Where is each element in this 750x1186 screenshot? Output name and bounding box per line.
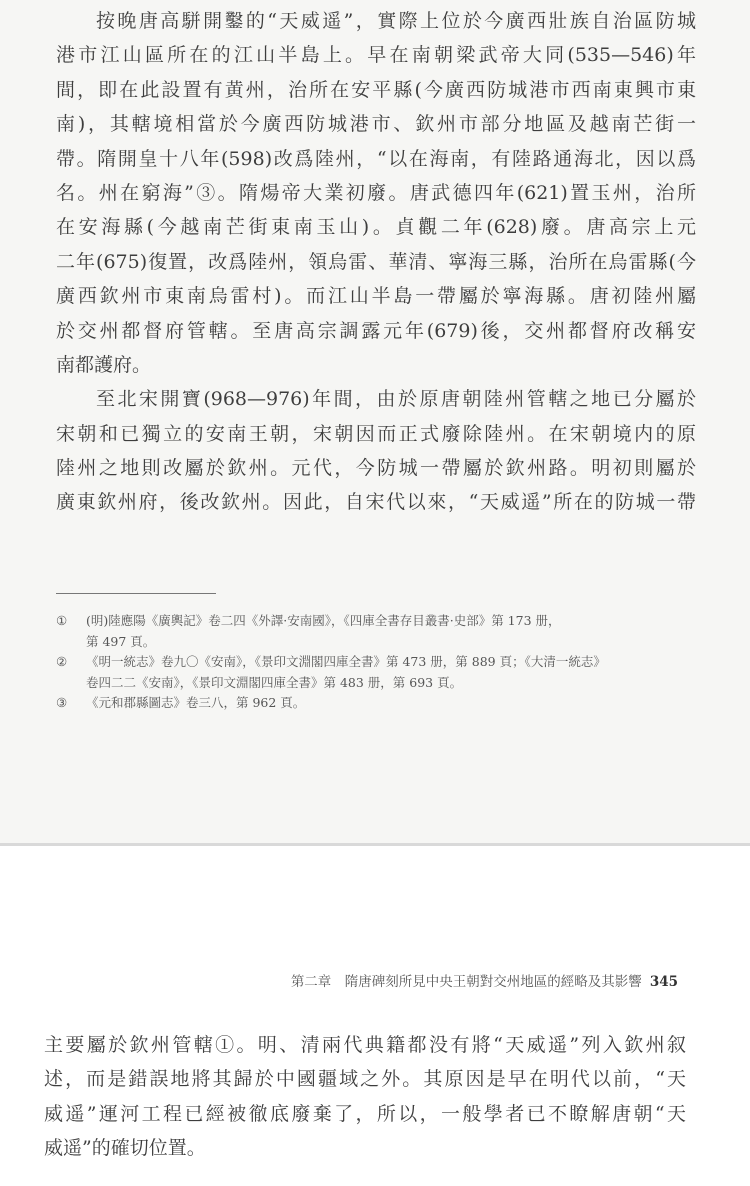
footnote-3 (56, 693, 696, 714)
text-line: 帶。隋開皇十八年(598)改爲陸州，“以在海南，有陸路通海北，因以爲 (56, 147, 696, 170)
paragraph-3 (44, 1028, 686, 1166)
paragraph-1 (56, 4, 696, 382)
text-line: 南)，其轄境相當於今廣西防城港市、欽州市部分地區及越南芒街一 (56, 113, 696, 136)
footnote-line: 卷四二二《安南》，《景印文淵閣四庫全書》第 483 册，第 693 頁。 (86, 674, 463, 690)
text-line: 至北宋開寶(968—976)年間，由於原唐朝陸州管轄之地已分屬於 (96, 388, 696, 411)
text-line: 威遥”的確切位置。 (44, 1137, 206, 1160)
footnote-2 (56, 652, 696, 693)
text-line: 於交州都督府管轄。至唐高宗調露元年(679)後，交州都督府改稱安 (56, 319, 696, 342)
text-line: 港市江山區所在的江山半島上。早在南朝梁武帝大同(535—546)年 (56, 44, 696, 67)
footnote-mark: ② (56, 654, 68, 669)
footnote-1 (56, 611, 696, 652)
text-line: 威遥”運河工程已經被徹底廢棄了，所以，一般學者已不瞭解唐朝“天 (44, 1102, 686, 1125)
body-text (56, 4, 696, 520)
footnote-line: 《元和郡縣圖志》卷三八，第 962 頁。 (86, 695, 306, 710)
footnote-separator (56, 593, 216, 594)
text-line: 二年(675)復置，改爲陸州，領烏雷、華清、寧海三縣，治所在烏雷縣(今 (56, 250, 696, 273)
page-number: 345 (649, 974, 678, 990)
footnote-line: 《明一統志》卷九〇《安南》，《景印文淵閣四庫全書》第 473 册，第 889 頁；《大清一統志》 (86, 654, 606, 669)
text-line: 述，而是錯誤地將其歸於中國疆域之外。其原因是早在明代以前，“天 (44, 1068, 686, 1091)
text-line: 按晚唐高駢開鑿的“天威遥”，實際上位於今廣西壯族自治區防城 (96, 10, 696, 32)
page-345 (0, 846, 750, 1186)
footnote-mark: ③ (56, 695, 68, 710)
text-line: 陸州之地則改屬於欽州。元代，今防城一帶屬於欽州路。明初則屬於 (56, 457, 696, 480)
chapter-title: 第二章 隋唐碑刻所見中央王朝對交州地區的經略及其影響 (290, 974, 642, 990)
text-line: 間，即在此設置有黄州，治所在安平縣(今廣西防城港市西南東興市東 (56, 78, 696, 101)
footnotes (56, 611, 696, 714)
text-line: 在安海縣(今越南芒街東南玉山)。貞觀二年(628)廢。唐高宗上元 (56, 216, 696, 239)
footnote-line: (明)陸應陽《廣輿記》卷二四《外譯·安南國》，《四庫全書存目叢書·史部》第 173 册， (86, 613, 561, 628)
text-line: 廣東欽州府，後改欽州。因此，自宋代以來，“天威遥”所在的防城一帶 (56, 491, 696, 514)
text-line: 南都護府。 (56, 353, 152, 376)
footnote-mark: ① (56, 613, 68, 628)
paragraph-2 (56, 382, 696, 520)
running-head (291, 970, 678, 990)
footnote-line: 第 497 頁。 (86, 633, 156, 649)
text-line: 宋朝和已獨立的安南王朝，宋朝因而正式廢除陸州。在宋朝境内的原 (56, 422, 696, 445)
text-line: 主要屬於欽州管轄①。明、清兩代典籍都没有將“天威遥”列入欽州叙 (44, 1034, 686, 1056)
text-line: 廣西欽州市東南烏雷村)。而江山半島一帶屬於寧海縣。唐初陸州屬 (56, 285, 696, 308)
text-line: 名。州在窮海”③。隋煬帝大業初廢。唐武德四年(621)置玉州，治所 (56, 181, 696, 204)
